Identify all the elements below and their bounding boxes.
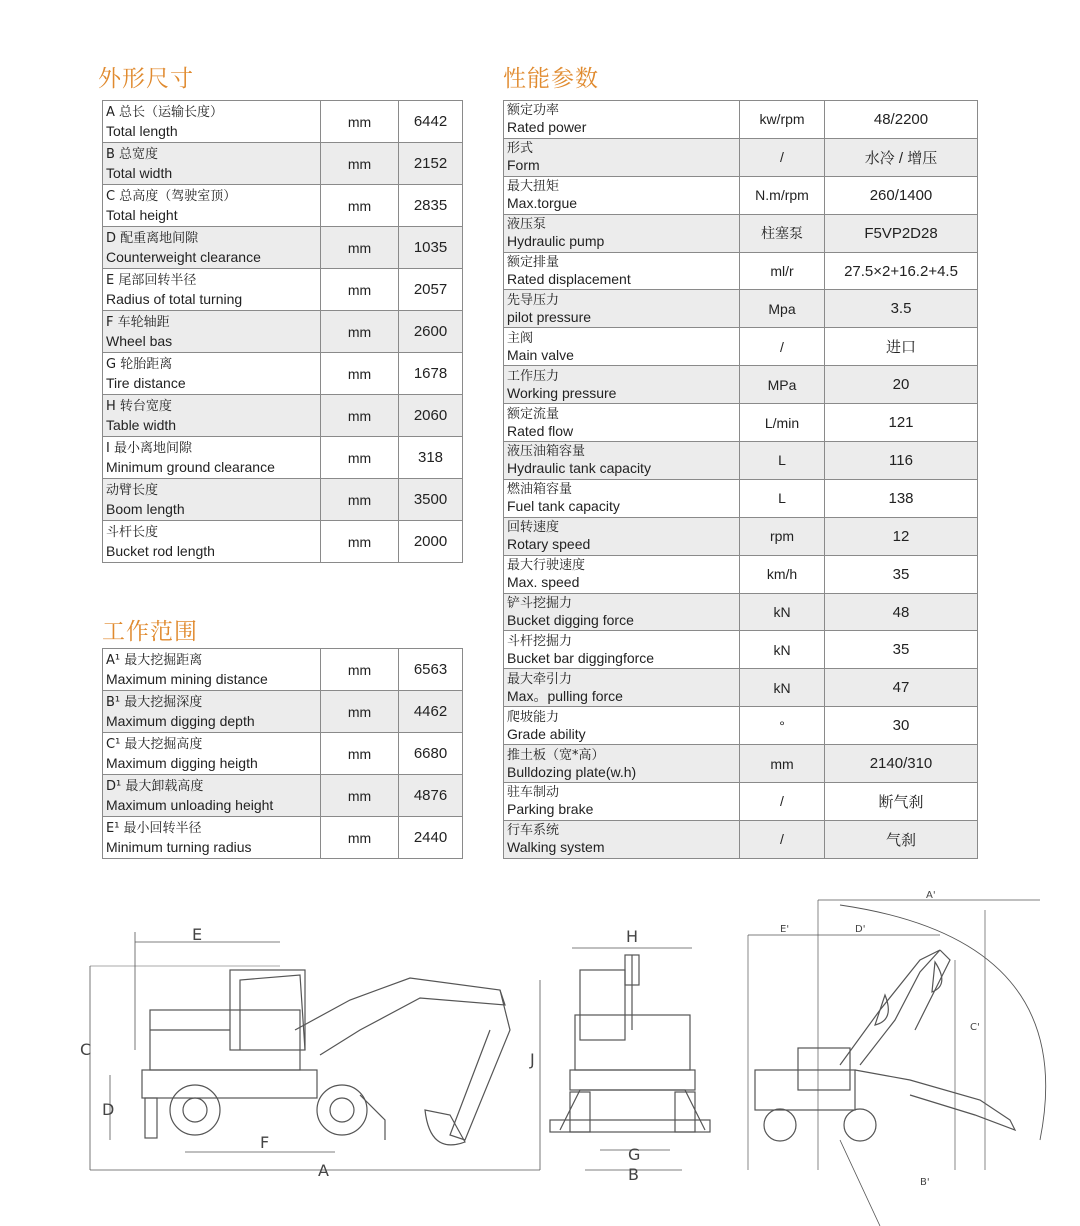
performance-label-cell (504, 707, 740, 745)
excavator-drawings (80, 880, 1080, 1226)
working-range-label-en: Minimum turning radius (106, 838, 252, 855)
label-A: A (318, 1161, 329, 1180)
performance-row (504, 442, 978, 480)
dimension-value: 2835 (399, 185, 463, 227)
performance-value: 2140/310 (825, 745, 978, 783)
performance-label-cn: 行车系统 (507, 823, 560, 839)
performance-row (504, 783, 978, 821)
dimension-value: 2057 (399, 269, 463, 311)
performance-label-en: Rotary speed (507, 536, 591, 553)
performance-unit: MPa (740, 366, 825, 404)
dimension-value: 318 (399, 437, 463, 479)
working-range-label-en: Maximum digging depth (106, 712, 255, 729)
working-range-row (103, 817, 463, 859)
dimension-label-cell (103, 437, 321, 479)
performance-label-cell (504, 593, 740, 631)
label-D1: D' (855, 924, 866, 935)
dimension-row (103, 143, 463, 185)
working-range-unit: mm (321, 649, 399, 691)
dimension-value: 2600 (399, 311, 463, 353)
performance-label-en: Max. speed (507, 574, 580, 591)
performance-label-en: Max。pulling force (507, 687, 623, 704)
performance-label-cn: 铲斗挖掘力 (507, 596, 573, 612)
working-range-label-cn: D¹ 最大卸载高度 (106, 778, 204, 794)
dimension-label-cn: G 轮胎距离 (106, 356, 173, 372)
performance-label-en: Rated power (507, 119, 587, 136)
dimension-label-cn: F 车轮轴距 (106, 314, 170, 330)
working-range-label-cell (103, 775, 321, 817)
working-range-label-cell (103, 733, 321, 775)
performance-label-en: Main valve (507, 346, 574, 363)
dimension-row (103, 227, 463, 269)
performance-label-cn: 液压泵 (507, 217, 547, 233)
performance-label-cn: 推土板（宽*高） (507, 747, 605, 763)
performance-label-cell (504, 252, 740, 290)
dimension-row (103, 521, 463, 563)
performance-label-cn: 工作压力 (507, 368, 560, 384)
dimension-value: 6442 (399, 101, 463, 143)
dimension-value: 1678 (399, 353, 463, 395)
performance-row (504, 252, 978, 290)
working-range-row (103, 775, 463, 817)
working-range-value: 4462 (399, 691, 463, 733)
performance-label-cell (504, 555, 740, 593)
dimension-row (103, 185, 463, 227)
working-range-table (102, 648, 463, 859)
performance-value: 35 (825, 555, 978, 593)
dimension-label-en: Radius of total turning (106, 290, 243, 307)
dimension-label-en: Table width (106, 416, 177, 433)
working-range-unit: mm (321, 733, 399, 775)
working-range-value: 6563 (399, 649, 463, 691)
dimension-label-cell (103, 479, 321, 521)
dimension-row (103, 269, 463, 311)
working-range-unit: mm (321, 691, 399, 733)
front-view-drawing (550, 948, 710, 1170)
performance-unit: kN (740, 593, 825, 631)
performance-value: 进口 (825, 328, 978, 366)
working-range-row (103, 691, 463, 733)
working-range-label-en: Maximum mining distance (106, 670, 268, 687)
dimension-unit: mm (321, 311, 399, 353)
label-B1: B' (920, 1177, 930, 1188)
performance-row (504, 707, 978, 745)
performance-unit: Mpa (740, 290, 825, 328)
dimension-row (103, 437, 463, 479)
dimension-label-cell (103, 143, 321, 185)
performance-value: 3.5 (825, 290, 978, 328)
performance-label-cn: 主阀 (507, 330, 534, 346)
performance-unit: / (740, 783, 825, 821)
performance-label-en: Hydraulic tank capacity (507, 460, 651, 477)
performance-value: 27.5×2+16.2+4.5 (825, 252, 978, 290)
performance-row (504, 328, 978, 366)
performance-label-cell (504, 176, 740, 214)
label-H: H (626, 927, 639, 946)
dimensions-table (102, 100, 463, 563)
performance-label-en: Grade ability (507, 725, 586, 742)
performance-row (504, 479, 978, 517)
performance-label-cn: 回转速度 (507, 520, 560, 536)
performance-value: 121 (825, 404, 978, 442)
working-range-row (103, 733, 463, 775)
performance-label-cn: 额定排量 (507, 255, 560, 270)
performance-label-en: Rated flow (507, 422, 574, 439)
performance-label-cell (504, 138, 740, 176)
label-A1: A' (926, 890, 936, 901)
performance-label-cell (504, 366, 740, 404)
dimension-value: 1035 (399, 227, 463, 269)
dimension-label-cn: 斗杆长度 (106, 524, 159, 540)
performance-unit: 柱塞泵 (740, 214, 825, 252)
dimension-row (103, 101, 463, 143)
dimension-unit: mm (321, 479, 399, 521)
performance-title: 性能参数 (503, 66, 599, 92)
performance-value: 48/2200 (825, 101, 978, 139)
working-range-label-cell (103, 691, 321, 733)
dimension-row (103, 395, 463, 437)
performance-label-cell (504, 820, 740, 858)
dimension-value: 2000 (399, 521, 463, 563)
dimension-value: 2060 (399, 395, 463, 437)
label-F: F (260, 1133, 270, 1152)
label-C: C (80, 1040, 92, 1059)
label-E1: E' (780, 924, 790, 935)
side-view-drawing (90, 932, 540, 1170)
label-B: B (628, 1165, 639, 1184)
dimensions-title: 外形尺寸 (98, 66, 194, 92)
dimension-label-cn: E 尾部回转半径 (106, 272, 197, 288)
performance-value: F5VP2D28 (825, 214, 978, 252)
performance-row (504, 404, 978, 442)
performance-label-en: Max.torgue (507, 195, 578, 212)
performance-label-cn: 额定流量 (507, 406, 560, 422)
working-range-value: 2440 (399, 817, 463, 859)
performance-row (504, 555, 978, 593)
performance-value: 12 (825, 517, 978, 555)
performance-label-en: Walking system (507, 839, 605, 856)
performance-table (503, 100, 978, 859)
label-J: J (530, 1050, 535, 1069)
dimension-label-en: Bucket rod length (106, 542, 215, 559)
performance-label-cn: 最大牵引力 (507, 671, 573, 687)
working-range-label-en: Maximum unloading height (106, 796, 274, 813)
working-range-label-cell (103, 649, 321, 691)
performance-row (504, 745, 978, 783)
label-E: E (192, 925, 203, 944)
performance-label-cell (504, 214, 740, 252)
dimension-label-cell (103, 521, 321, 563)
working-range-title: 工作范围 (102, 619, 198, 645)
performance-value: 47 (825, 669, 978, 707)
performance-value: 水冷 / 增压 (825, 138, 978, 176)
label-D: D (102, 1100, 115, 1119)
performance-label-cell (504, 517, 740, 555)
performance-label-en: Working pressure (507, 384, 617, 401)
dimension-unit: mm (321, 437, 399, 479)
dimension-label-en: Minimum ground clearance (106, 458, 275, 475)
performance-label-en: Hydraulic pump (507, 233, 605, 250)
performance-label-en: Bulldozing plate(w.h) (507, 763, 637, 780)
performance-label-cn: 额定功率 (507, 103, 560, 119)
dimension-value: 2152 (399, 143, 463, 185)
performance-label-cell (504, 328, 740, 366)
dimension-label-en: Total height (106, 206, 178, 223)
performance-label-cell (504, 631, 740, 669)
performance-unit: kN (740, 631, 825, 669)
dimension-label-cn: A 总长（运输长度） (106, 104, 224, 120)
performance-value: 138 (825, 479, 978, 517)
performance-value: 断气刹 (825, 783, 978, 821)
performance-label-en: Form (507, 157, 540, 174)
performance-label-cell (504, 404, 740, 442)
performance-value: 116 (825, 442, 978, 480)
dimension-unit: mm (321, 521, 399, 563)
performance-label-cell (504, 101, 740, 139)
performance-label-en: pilot pressure (507, 308, 592, 325)
dimension-label-en: Boom length (106, 500, 185, 517)
performance-label-en: Fuel tank capacity (507, 498, 620, 515)
dimension-label-en: Total width (106, 164, 173, 181)
working-range-label-en: Maximum digging heigth (106, 754, 258, 771)
performance-unit: kw/rpm (740, 101, 825, 139)
performance-label-cell (504, 479, 740, 517)
performance-row (504, 138, 978, 176)
dimension-label-cell (103, 101, 321, 143)
dimension-unit: mm (321, 269, 399, 311)
performance-unit: km/h (740, 555, 825, 593)
dimension-label-cn: 动臂长度 (106, 482, 159, 498)
dimension-label-en: Tire distance (106, 374, 186, 391)
working-range-label-cn: C¹ 最大挖掘高度 (106, 736, 203, 752)
performance-row (504, 517, 978, 555)
working-range-row (103, 649, 463, 691)
working-range-unit: mm (321, 817, 399, 859)
performance-unit: mm (740, 745, 825, 783)
dimension-label-cell (103, 185, 321, 227)
performance-label-cn: 驻车制动 (507, 785, 560, 801)
performance-value: 35 (825, 631, 978, 669)
performance-unit: ° (740, 707, 825, 745)
performance-unit: rpm (740, 517, 825, 555)
working-range-unit: mm (321, 775, 399, 817)
dimension-label-cn: H 转台宽度 (106, 398, 172, 414)
dimension-label-cell (103, 395, 321, 437)
working-range-value: 4876 (399, 775, 463, 817)
dimension-unit: mm (321, 185, 399, 227)
dimension-label-cn: D 配重离地间隙 (106, 230, 199, 246)
performance-value: 260/1400 (825, 176, 978, 214)
performance-label-cn: 形式 (507, 141, 534, 157)
dimension-label-en: Wheel bas (106, 332, 173, 349)
dimension-unit: mm (321, 353, 399, 395)
dimension-label-cn: I 最小离地间隙 (106, 440, 192, 456)
performance-row (504, 214, 978, 252)
working-range-value: 6680 (399, 733, 463, 775)
dimension-value: 3500 (399, 479, 463, 521)
performance-value: 48 (825, 593, 978, 631)
dimension-label-en: Counterweight clearance (106, 248, 261, 265)
performance-row (504, 631, 978, 669)
working-range-label-cell (103, 817, 321, 859)
working-range-label-cn: B¹ 最大挖掘深度 (106, 694, 203, 710)
performance-label-en: Bucket digging force (507, 612, 634, 629)
label-C1: C' (970, 1022, 980, 1033)
performance-label-en: Rated displacement (507, 271, 631, 287)
performance-label-cell (504, 783, 740, 821)
dimension-label-cell (103, 353, 321, 395)
performance-unit: L (740, 479, 825, 517)
performance-row (504, 176, 978, 214)
performance-value: 20 (825, 366, 978, 404)
performance-unit: / (740, 328, 825, 366)
dimension-unit: mm (321, 227, 399, 269)
performance-label-cn: 最大扭矩 (507, 179, 560, 195)
performance-row (504, 669, 978, 707)
performance-label-cn: 爬坡能力 (507, 709, 560, 725)
performance-row (504, 820, 978, 858)
performance-unit: N.m/rpm (740, 176, 825, 214)
performance-row (504, 593, 978, 631)
performance-row (504, 101, 978, 139)
dimension-row (103, 479, 463, 521)
performance-row (504, 366, 978, 404)
performance-unit: L (740, 442, 825, 480)
working-range-drawing (748, 900, 1046, 1226)
performance-label-cn: 最大行驶速度 (507, 558, 586, 574)
performance-value: 气刹 (825, 820, 978, 858)
performance-unit: L/min (740, 404, 825, 442)
dimension-label-en: Total length (106, 122, 178, 139)
dimension-label-cn: B 总宽度 (106, 146, 159, 162)
performance-label-cell (504, 442, 740, 480)
dimension-row (103, 353, 463, 395)
performance-unit: / (740, 138, 825, 176)
performance-label-cn: 液压油箱容量 (507, 444, 586, 460)
performance-label-cell (504, 745, 740, 783)
dimension-unit: mm (321, 143, 399, 185)
dimension-row (103, 311, 463, 353)
dimension-label-cell (103, 311, 321, 353)
performance-label-cn: 先导压力 (507, 292, 560, 308)
performance-label-cell (504, 669, 740, 707)
performance-value: 30 (825, 707, 978, 745)
label-G: G (628, 1145, 641, 1164)
performance-unit: ml/r (740, 252, 825, 290)
performance-label-en: Bucket bar diggingforce (507, 649, 655, 666)
working-range-label-cn: A¹ 最大挖掘距离 (106, 652, 203, 668)
performance-unit: / (740, 820, 825, 858)
performance-row (504, 290, 978, 328)
dimension-label-cell (103, 269, 321, 311)
performance-label-cn: 燃油箱容量 (507, 482, 573, 498)
dimension-label-cn: C 总高度（驾驶室顶） (106, 188, 237, 204)
performance-label-en: Parking brake (507, 801, 594, 818)
performance-label-cell (504, 290, 740, 328)
performance-label-cn: 斗杆挖掘力 (507, 633, 573, 649)
dimension-unit: mm (321, 395, 399, 437)
working-range-label-cn: E¹ 最小回转半径 (106, 820, 202, 836)
dimension-unit: mm (321, 101, 399, 143)
dimension-label-cell (103, 227, 321, 269)
performance-unit: kN (740, 669, 825, 707)
